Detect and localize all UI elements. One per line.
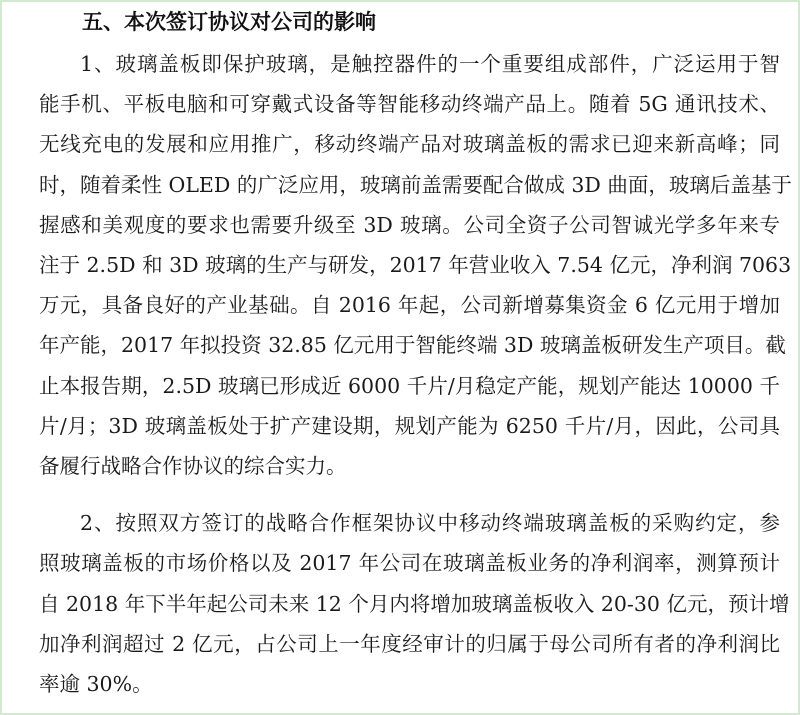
paragraph-1-line: 年产能，2017 年拟投资 32.85 亿元用于智能终端 3D 玻璃盖板研发生产项目。截 [39, 333, 786, 357]
paragraph-1-line: 备履行战略合作协议的综合实力。 [39, 454, 347, 478]
paragraph-1-line: 注于 2.5D 和 3D 玻璃的生产与研发，2017 年营业收入 7.54 亿元，净利润 7063 [39, 253, 792, 277]
paragraph-2-line: 自 2018 年下半年起公司未来 12 个月内将增加玻璃盖板收入 20-30 亿元，预计增 [39, 592, 790, 616]
paragraph-1-line: 时，随着柔性 OLED 的广泛应用，玻璃前盖需要配合做成 3D 曲面，玻璃后盖基于 [39, 173, 792, 197]
paragraph-1-line: 握感和美观度的要求也需要升级至 3D 玻璃。公司全资子公司智诚光学多年来专 [39, 213, 780, 237]
paragraph-2-line: 2、按照双方签订的战略合作框架协议中移动终端玻璃盖板的采购约定，参 [80, 511, 780, 535]
paragraph-2-line: 率逾 30%。 [39, 672, 153, 696]
paragraph-2-line: 加净利润超过 2 亿元，占公司上一年度经审计的归属于母公司所有者的净利润比 [39, 632, 780, 656]
paragraph-1-line: 片/月；3D 玻璃盖板处于扩产建设期，规划产能为 6250 千片/月，因此，公司具 [39, 414, 780, 438]
section-heading: 五、本次签订协议对公司的影响 [82, 10, 376, 34]
paragraph-1-line: 万元，具备良好的产业基础。自 2016 年起，公司新增募集资金 6 亿元用于增加 [39, 293, 780, 317]
paragraph-1-line: 止本报告期，2.5D 玻璃已形成近 6000 千片/月稳定产能，规划产能达 10000 千 [39, 374, 780, 398]
paragraph-1-line: 能手机、平板电脑和可穿戴式设备等智能移动终端产品上。随着 5G 通讯技术、 [39, 92, 780, 116]
paragraph-1-line: 1、玻璃盖板即保护玻璃，是触控器件的一个重要组成部件，广泛运用于智 [80, 52, 780, 76]
paragraph-2-line: 照玻璃盖板的市场价格以及 2017 年公司在玻璃盖板业务的净利润率，测算预计 [39, 551, 780, 575]
paragraph-1-line: 无线充电的发展和应用推广，移动终端产品对玻璃盖板的需求已迎来新高峰；同 [39, 132, 780, 156]
